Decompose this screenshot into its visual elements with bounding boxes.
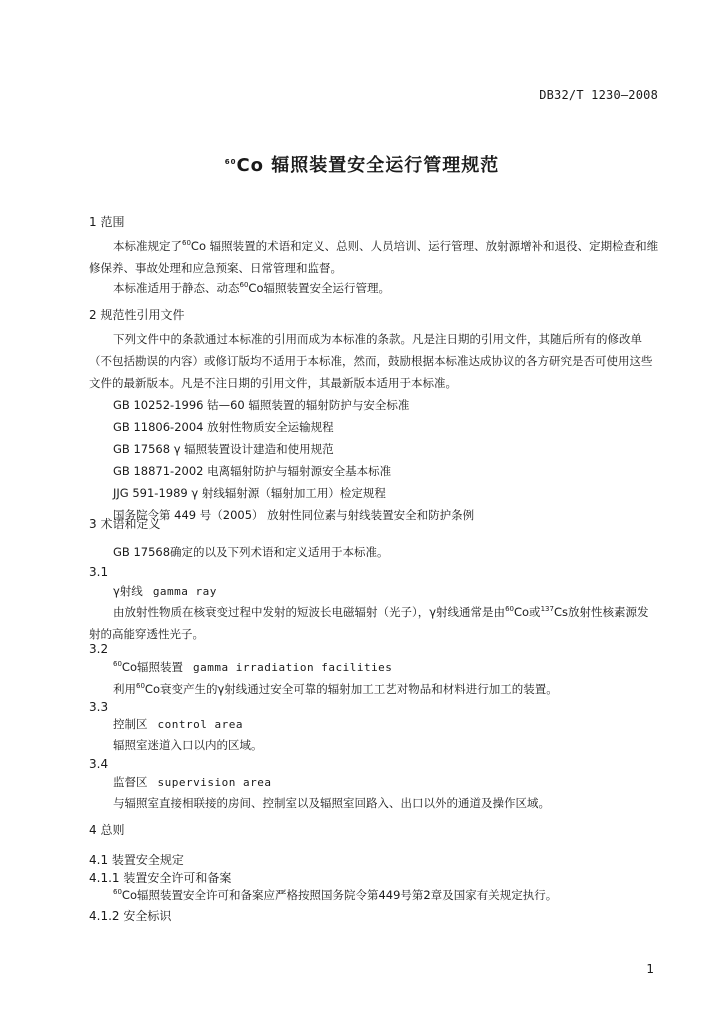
term-english: gamma irradiation facilities — [193, 661, 393, 674]
term-name: 控制区 — [113, 717, 148, 731]
term-number: 3.1 — [89, 565, 109, 579]
superscript: 137 — [540, 605, 554, 614]
term-heading — [113, 713, 243, 736]
section-1-heading: 1 范围 — [89, 215, 125, 229]
term-name: γ射线 — [113, 584, 143, 598]
superscript: 60 — [239, 281, 249, 290]
superscript: 60 — [113, 888, 122, 897]
subsection-heading: 4.1 装置安全规定 — [89, 853, 184, 867]
section-1-paragraph-1 — [89, 235, 659, 279]
section-1-paragraph-2 — [113, 277, 390, 299]
superscript: 60 — [505, 605, 514, 614]
section-3-intro: GB 17568确定的以及下列术语和定义适用于本标准。 — [113, 545, 389, 559]
superscript: 60 — [113, 660, 122, 669]
term-definition: 与辐照室直接相联接的房间、控制室以及辐照室回路入、出口以外的通道及操作区域。 — [113, 796, 550, 810]
text-run: Co辐照装置安全运行管理。 — [248, 281, 390, 295]
term-english: control area — [157, 718, 243, 731]
section-4-heading: 4 总则 — [89, 823, 125, 837]
term-english: supervision area — [157, 776, 272, 789]
subsection-heading: 4.1.1 装置安全许可和备案 — [89, 871, 232, 885]
reference-item: JJG 591-1989 γ 射线辐射源（辐射加工用）检定规程 — [113, 486, 386, 500]
standard-code: DB32/T 1230—2008 — [539, 88, 658, 102]
term-name: 监督区 — [113, 775, 148, 789]
subsection-heading: 4.1.2 安全标识 — [89, 909, 172, 923]
term-number: 3.3 — [89, 700, 109, 714]
section-2-intro: 下列文件中的条款通过本标准的引用而成为本标准的条款。凡是注日期的引用文件，其随后所有的修改单（不包括勘误的内容）或修订版均不适用于本标准，然而，鼓励根据本标准达成协议的各方研究是否可使用这些文件的最新版本。凡是不注日期的引用文件，其最新版本适用于本标准。 — [89, 332, 653, 390]
section-3-heading: 3 术语和定义 — [89, 517, 161, 531]
text-run: Co衰变产生的γ射线通过安全可靠的辐射加工工艺对物品和材料进行加工的装置。 — [144, 682, 558, 696]
text-run: 本标准适用于静态、动态 — [113, 281, 240, 295]
title-superscript: 60 — [224, 158, 237, 166]
superscript: 60 — [182, 239, 191, 248]
term-number: 3.2 — [89, 642, 109, 656]
term-definition — [89, 601, 659, 645]
section-2-heading: 2 规范性引用文件 — [89, 308, 185, 322]
text-run: 利用 — [113, 682, 136, 696]
subsection-paragraph — [113, 884, 557, 906]
reference-item: GB 11806-2004 放射性物质安全运输规程 — [113, 420, 334, 434]
text-run: Co辐照装置安全许可和备案应严格按照国务院令第449号第2章及国家有关规定执行。 — [121, 888, 558, 902]
text-run: Co 辐照装置的术语和定义、总则、人员培训、运行管理、放射源增补和退役、定期检查和维修保养、事故处理和应急预案、日常管理和监督。 — [89, 239, 659, 275]
reference-item: 国务院令第 449 号（2005） 放射性同位素与射线装置安全和防护条例 — [113, 508, 475, 522]
superscript: 60 — [136, 682, 145, 691]
term-name: Co辐照装置 — [121, 660, 183, 674]
reference-item: GB 18871-2002 电离辐射防护与辐射源安全基本标准 — [113, 464, 392, 478]
term-heading — [113, 580, 217, 603]
title-text: Co 辐照装置安全运行管理规范 — [236, 155, 500, 176]
term-number: 3.4 — [89, 757, 109, 771]
document-title — [0, 151, 724, 177]
page-number: 1 — [646, 962, 654, 976]
term-english: gamma ray — [152, 585, 217, 598]
text-run: 由放射性物质在核衰变过程中发射的短波长电磁辐射（光子），γ射线通常是由 — [113, 605, 506, 619]
reference-item: GB 10252-1996 钴—60 辐照装置的辐射防护与安全标准 — [113, 398, 410, 412]
term-heading — [113, 771, 271, 794]
text-run: Cs放射性核素源发射的高能穿透性光子。 — [89, 605, 649, 641]
term-definition — [113, 678, 558, 700]
term-heading — [113, 656, 392, 679]
text-run: 本标准规定了 — [113, 239, 182, 253]
term-definition: 辐照室迷道入口以内的区域。 — [113, 738, 263, 752]
reference-item: GB 17568 γ 辐照装置设计建造和使用规范 — [113, 442, 334, 456]
text-run: Co或 — [513, 605, 541, 619]
